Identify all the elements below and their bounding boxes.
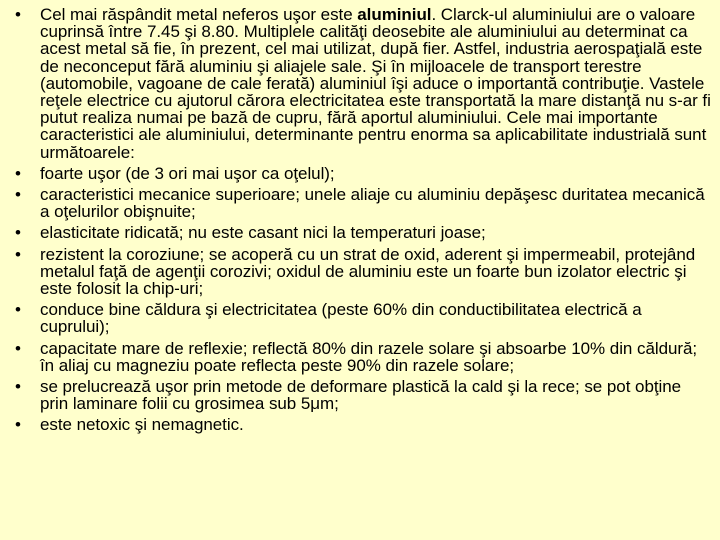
bullet-icon: • — [15, 185, 21, 205]
bullet-icon: • — [15, 5, 21, 24]
bullet-item — [10, 340, 712, 374]
bullet-item — [10, 416, 712, 433]
bullet-item — [10, 378, 712, 412]
bullet-text: capacitate mare de reflexie; reflectă 80% din razele solare şi absoarbe 10% din căldură; în aliaj cu magneziu poate reflecta peste 90% din razele solare; — [40, 338, 698, 375]
bullet-item — [10, 246, 712, 298]
intro-text-before: Cel mai răspândit metal neferos uşor este — [40, 5, 358, 24]
bullet-text: rezistent la coroziune; se acoperă cu un strat de oxid, aderent şi impermeabil, protejând metalul faţă de agenţii corozivi; oxidul de aluminiu este un foarte bun izolator electric şi este folosit la chip-uri; — [40, 244, 696, 299]
bullet-item — [10, 186, 712, 220]
bullet-text: conduce bine căldura şi electricitatea (peste 60% din conductibilitatea electrică a cuprului); — [40, 300, 642, 337]
bullet-icon: • — [15, 163, 21, 183]
bullet-icon: • — [15, 377, 21, 397]
bullet-text: caracteristici mecanice superioare; unele aliaje cu aluminiu depăşesc duritatea mecanică a oţelurilor obişnuite; — [40, 185, 705, 222]
bullet-icon: • — [15, 244, 21, 264]
intro-text-bold: aluminiul — [357, 5, 432, 24]
bullet-item — [10, 301, 712, 335]
bullet-text: se prelucrează uşor prin metode de deformare plastică la cald şi la rece; se pot obţine prin laminare folii cu grosimea sub 5μm; — [40, 377, 682, 414]
bullet-icon: • — [15, 223, 21, 243]
intro-text-after: . Clarck-ul aluminiului are o valoare cuprinsă între 7.45 şi 8.80. Multiplele calităţi deosebite ale aluminiului au determinat ca acest metal să fie, în prezent, cel mai utilizat, după fier. Astfel, industria aerospaţială este de neconceput fără aluminiu şi aliajele sale. Şi în mijloacele de transport terestre (automobile, vagoane de cale ferată) aluminiul îşi aduce o importantă contribuţie. Vastele reţele electrice cu ajutorul cărora electricitatea este transportată la mare distanţă nu s-ar fi putut realiza numai pe bază de cupru, fără aportul aluminiului. Cele mai importante caracteristici ale aluminiului, determinante pentru enorma sa aplicabilitate industrială sunt următoarele: — [40, 5, 711, 162]
bullet-text: este netoxic şi nemagnetic. — [40, 415, 244, 435]
bullet-icon: • — [15, 415, 21, 435]
bullet-item-intro — [10, 6, 712, 161]
bullet-icon: • — [15, 300, 21, 320]
bullet-text: foarte uşor (de 3 ori mai uşor ca oţelul); — [40, 163, 335, 183]
bullet-text: elasticitate ridicată; nu este casant nici la temperaturi joase; — [40, 223, 486, 243]
bullet-icon: • — [15, 338, 21, 358]
bullet-item — [10, 165, 712, 182]
bullet-item — [10, 224, 712, 241]
bullet-list — [10, 6, 712, 434]
